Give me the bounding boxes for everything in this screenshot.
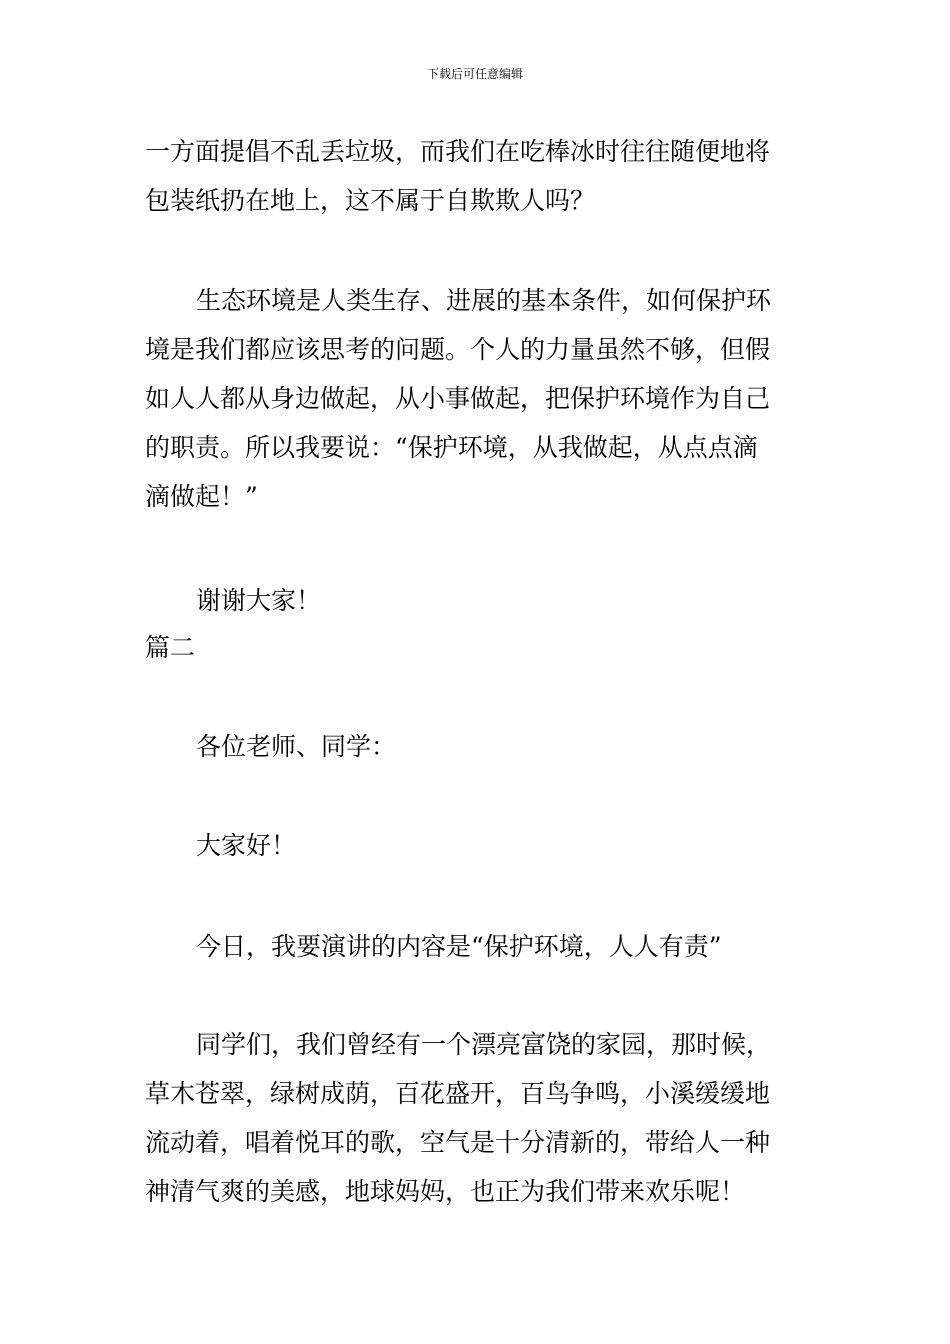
text-line: 如人人都从身边做起，从小事做起，把保护环境作为自己 [145, 384, 771, 413]
text-line: 神清气爽的美感，地球妈妈，也正为我们带来欢乐呢！ [145, 1177, 746, 1206]
paragraph-homeland [145, 1020, 807, 1216]
text-line: 一方面提倡不乱丢垃圾，而我们在吃棒冰时往往随便地将 [145, 137, 771, 166]
text-line: 的职责。所以我要说：“保护环境，从我做起，从点点滴 [145, 433, 758, 462]
paragraph-thanks [145, 576, 807, 625]
paragraph-topic [145, 922, 807, 971]
section-title [145, 623, 807, 672]
text-line: 各位老师、同学： [196, 732, 397, 761]
text-line: 同学们，我们曾经有一个漂亮富饶的家园，那时候， [196, 1030, 772, 1059]
paragraph-environment [145, 276, 807, 521]
text-line: 生态环境是人类生存、进展的基本条件，如何保护环 [196, 286, 772, 315]
text-line: 谢谢大家！ [196, 586, 322, 615]
section-title-text: 篇二 [145, 633, 196, 662]
text-line: 流动着，唱着悦耳的歌，空气是十分清新的，带给人一种 [145, 1128, 771, 1157]
text-line: 滴做起！” [145, 482, 258, 511]
paragraph-greeting [145, 722, 807, 771]
text-line: 境是我们都应该思考的问题。个人的力量虽然不够，但假 [145, 335, 771, 364]
paragraph-littering [145, 127, 807, 225]
paragraph-hello [145, 821, 807, 870]
text-line: 今日，我要演讲的内容是“保护环境，人人有责” [196, 932, 722, 961]
text-line: 包装纸扔在地上，这不属于自欺欺人吗？ [145, 186, 596, 215]
text-line: 大家好！ [196, 831, 297, 860]
page-header: 下载后可任意编辑 [426, 67, 523, 81]
text-line: 草木苍翠，绿树成荫，百花盛开，百鸟争鸣，小溪缓缓地 [145, 1079, 771, 1108]
